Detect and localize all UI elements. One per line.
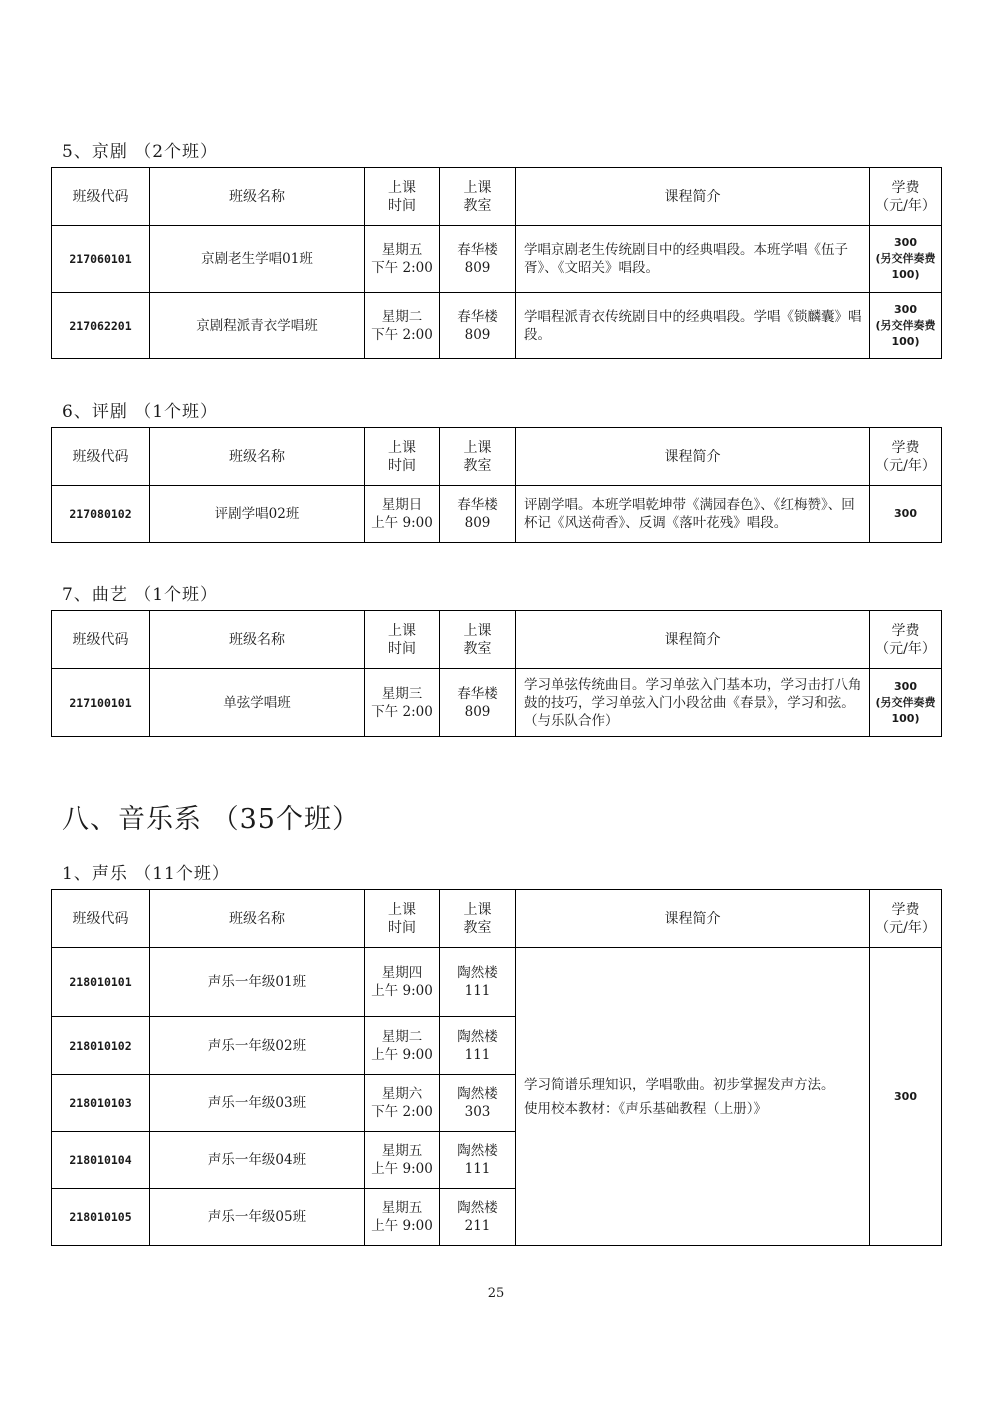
section-title-pingju: 6、评剧 （1个班） [62, 402, 219, 422]
header-time: 上课 时间 [365, 611, 440, 669]
class-name: 声乐一年级03班 [150, 1075, 365, 1132]
class-room: 春华楼 809 [440, 486, 516, 543]
class-fee: 300 (另交伴奏费 100) [870, 669, 942, 737]
class-time: 星期五 下午 2:00 [365, 226, 440, 293]
class-name: 声乐一年级05班 [150, 1189, 365, 1246]
header-name: 班级名称 [150, 168, 365, 226]
table-row [52, 669, 942, 737]
class-room: 春华楼 809 [440, 293, 516, 359]
header-code: 班级代码 [52, 611, 150, 669]
section-title-quyi: 7、曲艺 （1个班） [62, 585, 219, 605]
class-desc: 评剧学唱。本班学唱乾坤带《满园春色》、《红梅赞》、回杯记《风送荷香》、反调《落叶花残》唱段。 [516, 486, 870, 543]
class-room: 春华楼 809 [440, 226, 516, 293]
header-name: 班级名称 [150, 890, 365, 948]
class-name: 京剧老生学唱01班 [150, 226, 365, 293]
table-row [52, 226, 942, 293]
table-row [52, 486, 942, 543]
header-room: 上课 教室 [440, 168, 516, 226]
class-room: 陶然楼 111 [440, 1132, 516, 1189]
class-code: 217100101 [52, 669, 150, 737]
class-code: 218010102 [52, 1017, 150, 1075]
class-fee-shared: 300 [870, 948, 942, 1246]
header-name: 班级名称 [150, 611, 365, 669]
header-code: 班级代码 [52, 428, 150, 486]
class-code: 217062201 [52, 293, 150, 359]
class-desc: 学唱京剧老生传统剧目中的经典唱段。本班学唱《伍子胥》、《文昭关》唱段。 [516, 226, 870, 293]
header-code: 班级代码 [52, 168, 150, 226]
class-room: 陶然楼 111 [440, 948, 516, 1017]
class-code: 218010101 [52, 948, 150, 1017]
class-time: 星期二 上午 9:00 [365, 1017, 440, 1075]
class-table-vocal [51, 889, 942, 1246]
class-fee: 300 (另交伴奏费 100) [870, 293, 942, 359]
class-time: 星期日 上午 9:00 [365, 486, 440, 543]
class-time: 星期三 下午 2:00 [365, 669, 440, 737]
header-time: 上课 时间 [365, 168, 440, 226]
table-header-row [52, 890, 942, 948]
class-name: 声乐一年级02班 [150, 1017, 365, 1075]
section-title-jingju: 5、京剧 （2个班） [62, 142, 219, 162]
header-desc: 课程简介 [516, 428, 870, 486]
table-row [52, 948, 942, 1017]
class-room: 陶然楼 303 [440, 1075, 516, 1132]
table-header-row [52, 611, 942, 669]
header-time: 上课 时间 [365, 428, 440, 486]
class-table-jingju [51, 167, 942, 359]
class-time: 星期六 下午 2:00 [365, 1075, 440, 1132]
class-code: 217060101 [52, 226, 150, 293]
class-code: 218010103 [52, 1075, 150, 1132]
table-header-row [52, 428, 942, 486]
desc-line: 使用校本教材：《声乐基础教程（上册）》 [524, 1100, 767, 1117]
header-fee: 学费 （元/年） [870, 428, 942, 486]
header-fee: 学费 （元/年） [870, 168, 942, 226]
header-fee: 学费 （元/年） [870, 890, 942, 948]
class-room: 陶然楼 211 [440, 1189, 516, 1246]
class-name: 京剧程派青衣学唱班 [150, 293, 365, 359]
class-desc: 学唱程派青衣传统剧目中的经典唱段。学唱《锁麟囊》唱段。 [516, 293, 870, 359]
class-code: 218010104 [52, 1132, 150, 1189]
class-table-quyi [51, 610, 942, 737]
class-code: 218010105 [52, 1189, 150, 1246]
class-time: 星期二 下午 2:00 [365, 293, 440, 359]
class-table-pingju [51, 427, 942, 543]
header-room: 上课 教室 [440, 428, 516, 486]
header-room: 上课 教室 [440, 611, 516, 669]
header-name: 班级名称 [150, 428, 365, 486]
class-fee: 300 [870, 486, 942, 543]
table-row [52, 293, 942, 359]
table-header-row [52, 168, 942, 226]
header-desc: 课程简介 [516, 611, 870, 669]
header-fee: 学费 （元/年） [870, 611, 942, 669]
header-time: 上课 时间 [365, 890, 440, 948]
department-title-music: 八、音乐系 （35个班） [62, 804, 360, 835]
class-desc-shared [516, 948, 870, 1246]
class-code: 217080102 [52, 486, 150, 543]
class-time: 星期四 上午 9:00 [365, 948, 440, 1017]
section-title-vocal: 1、声乐 （11个班） [62, 864, 230, 884]
class-name: 单弦学唱班 [150, 669, 365, 737]
class-time: 星期五 上午 9:00 [365, 1189, 440, 1246]
header-desc: 课程简介 [516, 168, 870, 226]
class-fee: 300 (另交伴奏费 100) [870, 226, 942, 293]
class-name: 评剧学唱02班 [150, 486, 365, 543]
page-number: 25 [487, 1286, 505, 1301]
desc-line: 学习简谱乐理知识，学唱歌曲。初步掌握发声方法。 [524, 1076, 835, 1093]
header-room: 上课 教室 [440, 890, 516, 948]
class-desc: 学习单弦传统曲目。学习单弦入门基本功，学习击打八角鼓的技巧，学习单弦入门小段岔曲《春景》，学习和弦。（与乐队合作） [516, 669, 870, 737]
class-name: 声乐一年级04班 [150, 1132, 365, 1189]
class-room: 春华楼 809 [440, 669, 516, 737]
class-time: 星期五 上午 9:00 [365, 1132, 440, 1189]
class-name: 声乐一年级01班 [150, 948, 365, 1017]
class-room: 陶然楼 111 [440, 1017, 516, 1075]
header-desc: 课程简介 [516, 890, 870, 948]
header-code: 班级代码 [52, 890, 150, 948]
